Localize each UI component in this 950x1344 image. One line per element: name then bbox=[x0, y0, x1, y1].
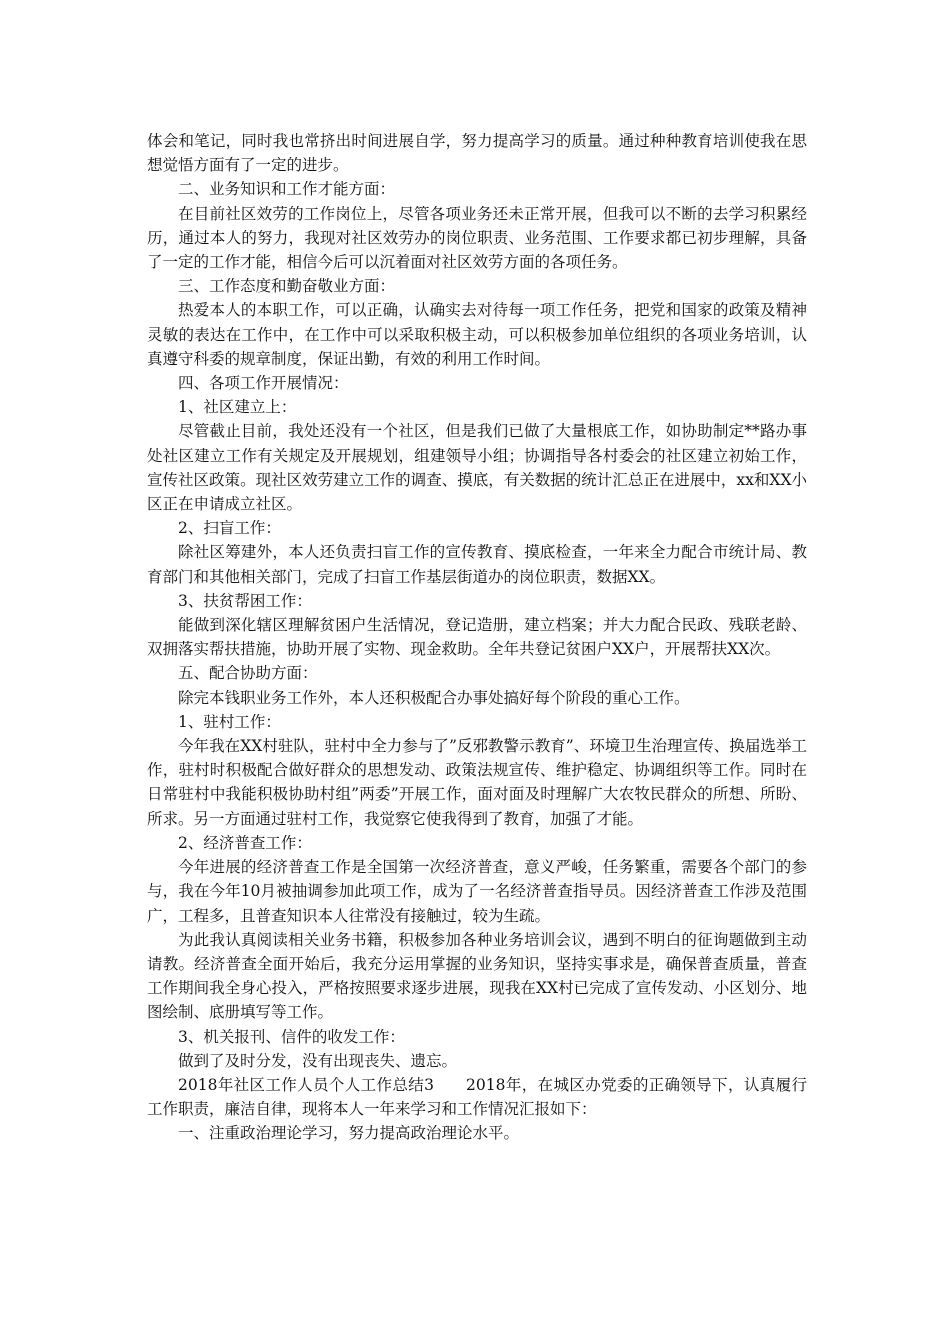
paragraph-15: 今年我在XX村驻队，驻村中全力参与了”反邪教警示教育”、环境卫生治理宣传、换届选举工作，驻村时积极配合做好群众的思想发动、政策法规宣传、维护稳定、协调组织等工作。同时在日常驻村中我能积极协助村组”两委”开展工作，面对面及时理解广大农牧民群众的所想、所盼、所求。另一方面通过驻村工作，我觉察它使我得到了教育，加强了才能。 bbox=[147, 737, 807, 828]
subheading-mail: 3、机关报刊、信件的收发工作： bbox=[178, 1027, 405, 1046]
paragraph-4: 热爱本人的本职工作，可以正确，认确实去对待每一项工作任务，把党和国家的政策及精神灵敏的表达在工作中，在工作中可以采取积极主动，可以积极参加单位组织的各项业务培训，认真遵守科委的规章制度，保证出勤，有效的利用工作时间。 bbox=[147, 301, 807, 368]
document-body bbox=[147, 129, 807, 1146]
subheading-poverty: 3、扶贫帮困工作： bbox=[178, 591, 312, 610]
paragraph-0: 体会和笔记，同时我也常挤出时间进展自学，努力提高学习的质量。通过种种教育培训使我在思想觉悟方面有了一定的进步。 bbox=[147, 132, 807, 175]
paragraph-7: 尽管截止目前，我处还没有一个社区，但是我们已做了大量根底工作，如协助制定**路办事处社区建立工作有关规定及开展规划，组建领导小组；协调指导各村委会的社区建立初始工作，宣传社区政策。现社区效劳建立工作的调查、摸底，有关数据的统计汇总正在进展中，xx和XX小区正在申请成立社区。 bbox=[147, 422, 807, 514]
paragraph-20: 做到了及时分发，没有出现丧失、遗忘。 bbox=[178, 1051, 458, 1070]
section-heading-5: 五、配合协助方面： bbox=[178, 664, 318, 683]
paragraph-21: 2018年社区工作人员个人工作总结3 2018年，在城区办党委的正确领导下，认真履行工作职责，廉洁自律，现将本人一年来学习和工作情况汇报如下： bbox=[147, 1075, 807, 1119]
section-heading-3: 三、工作态度和勤奋敬业方面： bbox=[178, 277, 396, 296]
subheading-literacy: 2、扫盲工作： bbox=[178, 519, 281, 538]
paragraph-17: 今年进展的经济普查工作是全国第一次经济普查，意义严峻，任务繁重，需要各个部门的参与，我在今年10月被抽调参加此项工作，成为了一名经济普查指导员。因经济普查工作涉及范围广，工程多，且普查知识本人往常没有接触过，较为生疏。 bbox=[147, 858, 807, 925]
paragraph-2: 在目前社区效劳的工作岗位上，尽管各项业务还未正常开展，但我可以不断的去学习积累经历，通过本人的努力，我现对社区效劳办的岗位职责、业务范围、工作要求都已初步理解，具备了一定的工作才能，相信今后可以沉着面对社区效劳方面的各项任务。 bbox=[147, 204, 807, 272]
paragraph-22: 一、注重政治理论学习，努力提高政治理论水平。 bbox=[178, 1124, 520, 1143]
section-heading-2: 二、业务知识和工作才能方面： bbox=[178, 180, 396, 199]
subheading-census: 2、经济普查工作： bbox=[178, 833, 312, 852]
paragraph-13: 除完本钱职业务工作外，本人还积极配合办事处搞好每个阶段的重心工作。 bbox=[178, 688, 690, 707]
paragraph-9: 除社区筹建外，本人还负责扫盲工作的宣传教育、摸底检查，一年来全力配合市统计局、教育部门和其他相关部门，完成了扫盲工作基层街道办的岗位职责，数据XX。 bbox=[147, 543, 807, 586]
paragraph-11: 能做到深化辖区理解贫困户生活情况，登记造册，建立档案；并大力配合民政、残联老龄、双拥落实帮扶措施，协助开展了实物、现金救助。全年共登记贫困户XX户，开展帮扶XX次。 bbox=[147, 616, 807, 659]
section-heading-4: 四、各项工作开展情况： bbox=[178, 374, 349, 393]
subheading-community: 1、社区建立上： bbox=[178, 398, 297, 417]
subheading-village: 1、驻村工作： bbox=[178, 712, 281, 731]
paragraph-18: 为此我认真阅读相关业务书籍，积极参加各种业务培训会议，遇到不明白的征询题做到主动请教。经济普查全面开始后，我充分运用掌握的业务知识，坚持实事求是，确保普查质量，普查工作期间我全身心投入，严格按照要求逐步进展，现我在XX村已完成了宣传发动、小区划分、地图绘制、底册填写等工作。 bbox=[147, 930, 807, 1022]
